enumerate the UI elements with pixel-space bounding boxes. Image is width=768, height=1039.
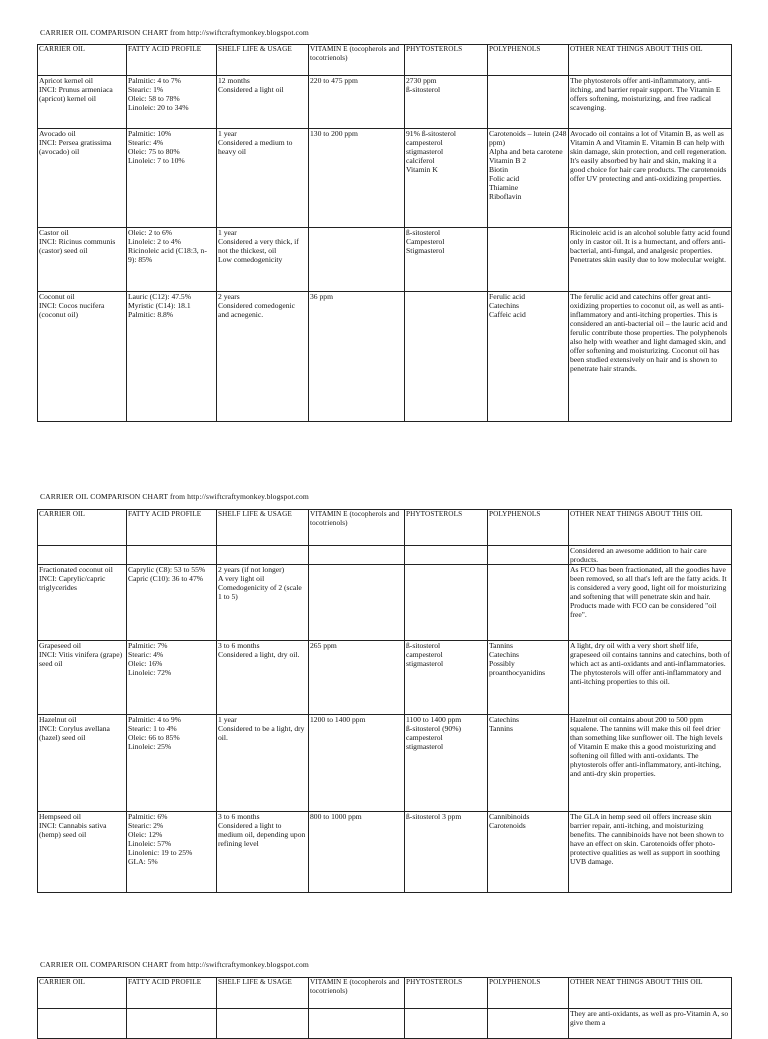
vitamin-e-cell: 220 to 475 ppm <box>309 76 405 129</box>
shelf-life-cell: 3 to 6 months Considered a light to medium oil, depending upon refining level <box>217 812 309 893</box>
fatty-acid-cell: Palmitic: 7% Stearic: 4% Oleic: 16% Linoleic: 72% <box>127 641 217 715</box>
chart-title: CARRIER OIL COMPARISON CHART from http://swiftcraftymonkey.blogspot.com <box>40 960 309 969</box>
header-fatty-acid-profile: FATTY ACID PROFILE <box>127 510 217 546</box>
notes-cell: As FCO has been fractionated, all the goodies have been removed, so all that's left are the fatty acids. It is considered a very good, light oil for moisturizing and softening that will penetrate skin and hair. Products made with FCO can be considered "oil free". <box>569 565 732 641</box>
polyphenols-cell <box>488 228 569 292</box>
polyphenols-cell: Cannibinoids Carotenoids <box>488 812 569 893</box>
header-row <box>38 45 732 76</box>
comparison-table <box>37 44 732 422</box>
oil-name-cell <box>38 546 127 565</box>
header-other-neat-things: OTHER NEAT THINGS ABOUT THIS OIL <box>569 45 732 76</box>
polyphenols-cell <box>488 546 569 565</box>
shelf-life-cell: 12 months Considered a light oil <box>217 76 309 129</box>
vitamin-e-cell <box>309 546 405 565</box>
phytosterols-cell: 1100 to 1400 ppm ß-sitosterol (90%) campesterol stigmasterol <box>405 715 488 812</box>
header-row <box>38 978 732 1009</box>
notes-cell: The phytosterols offer anti-inflammatory, anti-itching, and barrier repair support. The Vitamin E offers softening, moisturizing, and free radical scavenging. <box>569 76 732 129</box>
polyphenols-cell: Carotenoids – lutein (248 ppm) Alpha and beta carotene Vitamin B 2 Biotin Folic acid Thiamine Riboflavin <box>488 129 569 228</box>
vitamin-e-cell: 265 ppm <box>309 641 405 715</box>
polyphenols-cell: Tannins Catechins Possibly proanthocyanidins <box>488 641 569 715</box>
polyphenols-cell <box>488 76 569 129</box>
shelf-life-cell: 2 years (if not longer) A very light oil Comedogenicity of 2 (scale 1 to 5) <box>217 565 309 641</box>
oil-name-cell: Hempseed oil INCI: Cannabis sativa (hemp) seed oil <box>38 812 127 893</box>
shelf-life-cell: 1 year Considered to be a light, dry oil. <box>217 715 309 812</box>
oil-name-cell: Castor oil INCI: Ricinus communis (castor) seed oil <box>38 228 127 292</box>
oil-name-cell: Avocado oil INCI: Persea gratissima (avocado) oil <box>38 129 127 228</box>
header-row <box>38 510 732 546</box>
comparison-table <box>37 977 732 1039</box>
phytosterols-cell: 2730 ppm ß-sitosterol <box>405 76 488 129</box>
oil-name-cell: Hazelnut oil INCI: Corylus avellana (hazel) seed oil <box>38 715 127 812</box>
header-fatty-acid-profile: FATTY ACID PROFILE <box>127 978 217 1009</box>
shelf-life-cell: 1 year Considered a medium to heavy oil <box>217 129 309 228</box>
header-vitamin-e: VITAMIN E (tocopherols and tocotrienols) <box>309 978 405 1009</box>
phytosterols-cell: ß-sitosterol Campesterol Stigmasterol <box>405 228 488 292</box>
header-vitamin-e: VITAMIN E (tocopherols and tocotrienols) <box>309 45 405 76</box>
shelf-life-cell <box>217 546 309 565</box>
fatty-acid-cell: Lauric (C12): 47.5% Myristic (C14): 18.1 Palmitic: 8.8% <box>127 292 217 422</box>
header-shelf-life: SHELF LIFE & USAGE <box>217 45 309 76</box>
vitamin-e-cell: 800 to 1000 ppm <box>309 812 405 893</box>
vitamin-e-cell: 36 ppm <box>309 292 405 422</box>
notes-cell: The ferulic acid and catechins offer great anti-oxidizing properties to coconut oil, as well as anti-inflammatory and anti-itching properties. This is considered an anti-bacterial oil – the lauric acid and ferulic contribute those properties. The polyphenols also help with weather and light damaged skin, and offer softening and moisturizing. Coconut oil has been studied extensively on hair and is shown to penetrate hair strands. <box>569 292 732 422</box>
header-other-neat-things: OTHER NEAT THINGS ABOUT THIS OIL <box>569 510 732 546</box>
notes-cell: Avocado oil contains a lot of Vitamin B, as well as Vitamin A and Vitamin E. Vitamin B can help with skin damage, skin protection, and cell regeneration. It's easily absorbed by hair and skin, making it a good choice for hair care products. The carotenoids offer UV protecting and anti-oxidizing properties. <box>569 129 732 228</box>
header-vitamin-e: VITAMIN E (tocopherols and tocotrienols) <box>309 510 405 546</box>
fatty-acid-cell: Palmitic: 6% Stearic: 2% Oleic: 12% Linoleic: 57% Linolenic: 19 to 25% GLA: 5% <box>127 812 217 893</box>
phytosterols-cell <box>405 546 488 565</box>
header-phytosterols: PHYTOSTEROLS <box>405 45 488 76</box>
header-phytosterols: PHYTOSTEROLS <box>405 978 488 1009</box>
table-row <box>38 641 732 715</box>
header-carrier-oil: CARRIER OIL <box>38 978 127 1009</box>
chart-title: CARRIER OIL COMPARISON CHART from http://swiftcraftymonkey.blogspot.com <box>40 492 309 501</box>
vitamin-e-cell <box>309 565 405 641</box>
vitamin-e-cell: 1200 to 1400 ppm <box>309 715 405 812</box>
header-shelf-life: SHELF LIFE & USAGE <box>217 510 309 546</box>
polyphenols-cell: Ferulic acid Catechins Caffeic acid <box>488 292 569 422</box>
table-row <box>38 76 732 129</box>
fatty-acid-cell <box>127 546 217 565</box>
table-row <box>38 546 732 565</box>
header-phytosterols: PHYTOSTEROLS <box>405 510 488 546</box>
header-shelf-life: SHELF LIFE & USAGE <box>217 978 309 1009</box>
fatty-acid-cell: Caprylic (C8): 53 to 55% Capric (C10): 36 to 47% <box>127 565 217 641</box>
header-other-neat-things: OTHER NEAT THINGS ABOUT THIS OIL <box>569 978 732 1009</box>
table-row <box>38 292 732 422</box>
oil-name-cell: Fractionated coconut oil INCI: Caprylic/capric triglycerides <box>38 565 127 641</box>
table-row <box>38 565 732 641</box>
notes-cell: Ricinoleic acid is an alcohol soluble fatty acid found only in castor oil. It is a humectant, and offers anti-bacterial, anti-fungal, and analgesic properties. Penetrates skin easily due to low molecular weight. <box>569 228 732 292</box>
polyphenols-cell: Catechins Tannins <box>488 715 569 812</box>
shelf-life-cell: 2 years Considered comedogenic and acnegenic. <box>217 292 309 422</box>
shelf-life-cell: 1 year Considered a very thick, if not the thickest, oil Low comedogenicity <box>217 228 309 292</box>
header-fatty-acid-profile: FATTY ACID PROFILE <box>127 45 217 76</box>
phytosterols-cell <box>405 292 488 422</box>
table-row <box>38 129 732 228</box>
vitamin-e-cell <box>309 228 405 292</box>
phytosterols-cell: ß-sitosterol 3 ppm <box>405 812 488 893</box>
notes-cell: The GLA in hemp seed oil offers increase skin barrier repair, anti-itching, and moisturizing benefits. The cannibinoids have not been shown to have an effect on skin. Carotenoids offer photo-protective qualities as well as support in soothing UVB damage. <box>569 812 732 893</box>
notes-cell: A light, dry oil with a very short shelf life, grapeseed oil contains tannins and catechins, both of which act as anti-oxidants and anti-inflammatories. The phytosterols will offer anti-inflammatory and anti-itching properties to this oil. <box>569 641 732 715</box>
chart-title: CARRIER OIL COMPARISON CHART from http://swiftcraftymonkey.blogspot.com <box>40 28 309 37</box>
notes-cell: They are anti-oxidants, as well as pro-Vitamin A, so give them a <box>569 1009 732 1039</box>
table-row <box>38 812 732 893</box>
comparison-table <box>37 509 732 893</box>
shelf-life-cell: 3 to 6 months Considered a light, dry oil. <box>217 641 309 715</box>
fatty-acid-cell: Palmitic: 10% Stearic: 4% Oleic: 75 to 80% Linoleic: 7 to 10% <box>127 129 217 228</box>
vitamin-e-cell: 130 to 200 ppm <box>309 129 405 228</box>
header-polyphenols: POLYPHENOLS <box>488 45 569 76</box>
fatty-acid-cell: Palmitic: 4 to 7% Stearic: 1% Oleic: 58 to 78% Linoleic: 20 to 34% <box>127 76 217 129</box>
notes-cell: Hazelnut oil contains about 200 to 500 ppm squalene. The tannins will make this oil feel drier than something like sunflower oil. The high levels of Vitamin E make this a good moisturizing and softening oil filled with anti-oxidants. The phytosterols offer anti-inflammatory, anti-itching, and anti-dry skin properties. <box>569 715 732 812</box>
polyphenols-cell <box>488 565 569 641</box>
table-row <box>38 715 732 812</box>
oil-name-cell: Coconut oil INCI: Cocos nucifera (coconut oil) <box>38 292 127 422</box>
header-polyphenols: POLYPHENOLS <box>488 510 569 546</box>
oil-name-cell: Apricot kernel oil INCI: Prunus armeniaca (apricot) kernel oil <box>38 76 127 129</box>
phytosterols-cell <box>405 565 488 641</box>
header-carrier-oil: CARRIER OIL <box>38 45 127 76</box>
table-row <box>38 228 732 292</box>
phytosterols-cell: 91% ß-sitosterol campesterol stigmasterol calciferol Vitamin K <box>405 129 488 228</box>
header-carrier-oil: CARRIER OIL <box>38 510 127 546</box>
fatty-acid-cell: Oleic: 2 to 6% Linoleic: 2 to 4% Ricinoleic acid (C18:3, n-9): 85% <box>127 228 217 292</box>
header-polyphenols: POLYPHENOLS <box>488 978 569 1009</box>
oil-name-cell: Grapeseed oil INCI: Vitis vinifera (grape) seed oil <box>38 641 127 715</box>
notes-cell: Considered an awesome addition to hair care products. <box>569 546 732 565</box>
phytosterols-cell: ß-sitosterol campesterol stigmasterol <box>405 641 488 715</box>
fatty-acid-cell: Palmitic: 4 to 9% Stearic: 1 to 4% Oleic: 66 to 85% Linoleic: 25% <box>127 715 217 812</box>
